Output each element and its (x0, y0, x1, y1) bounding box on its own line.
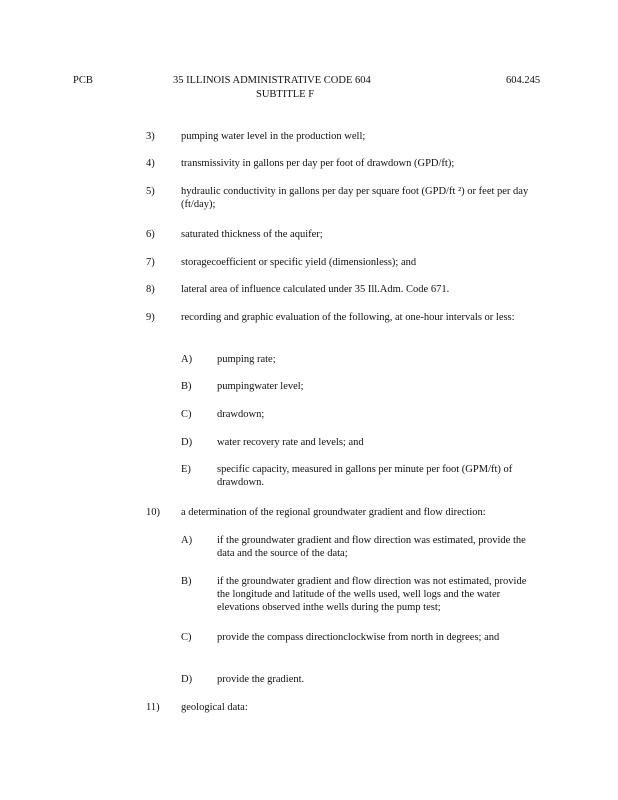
item-number: 6) (146, 229, 155, 240)
item-number: 4) (146, 158, 155, 169)
item-text: geological data: (181, 702, 248, 713)
item-text: hydraulic conductivity in gallons per day per square foot (GPD/ft ²) or feet per day (ft/day); (181, 186, 529, 210)
item-text: transmissivity in gallons per day per foot of drawdown (GPD/ft); (181, 158, 455, 169)
item-number: C) (181, 409, 192, 420)
item-text: provide the compass directionclockwise from north in degrees; and (217, 632, 500, 643)
item-number: B) (181, 576, 192, 587)
item-text: water recovery rate and levels; and (217, 437, 364, 448)
item-text: pumping water level in the production well; (181, 131, 366, 142)
item-text: a determination of the regional groundwater gradient and flow direction: (181, 507, 486, 518)
header-section-number: 604.245 (506, 75, 541, 86)
item-text: pumping rate; (217, 354, 276, 365)
item-number: 8) (146, 284, 155, 295)
item-text: recording and graphic evaluation of the following, at one-hour intervals or less: (181, 312, 515, 323)
item-number: C) (181, 632, 192, 643)
item-number: 7) (146, 257, 155, 268)
item-number: B) (181, 381, 192, 392)
item-number: 10) (146, 507, 160, 518)
item-number: E) (181, 464, 191, 475)
item-number: A) (181, 535, 193, 546)
item-number: D) (181, 437, 193, 448)
item-number: 5) (146, 186, 155, 197)
item-text: if the groundwater gradient and flow direction was not estimated, provide the longitude and latitude of the wells used, well logs and the water elevations observed inthe wells during the pump test; (217, 576, 527, 613)
item-text: lateral area of influence calculated under 35 Ill.Adm. Code 671. (181, 284, 450, 295)
header-subtitle: SUBTITLE F (256, 89, 315, 100)
item-number: 11) (146, 702, 160, 713)
item-number: 3) (146, 131, 155, 142)
item-number: D) (181, 674, 193, 685)
item-text: saturated thickness of the aquifer; (181, 229, 323, 240)
item-number: 9) (146, 312, 155, 323)
item-text: storagecoefficient or specific yield (dimensionless); and (181, 257, 417, 268)
item-text: pumpingwater level; (217, 381, 304, 392)
item-text: provide the gradient. (217, 674, 305, 685)
item-number: A) (181, 354, 193, 365)
item-text: specific capacity, measured in gallons per minute per foot (GPM/ft) of drawdown. (217, 464, 513, 488)
item-text: drawdown; (217, 409, 265, 420)
item-text: if the groundwater gradient and flow direction was estimated, provide the data and the source of the data; (217, 535, 526, 559)
header-title: 35 ILLINOIS ADMINISTRATIVE CODE 604 (173, 75, 371, 86)
header-left: PCB (73, 75, 93, 86)
